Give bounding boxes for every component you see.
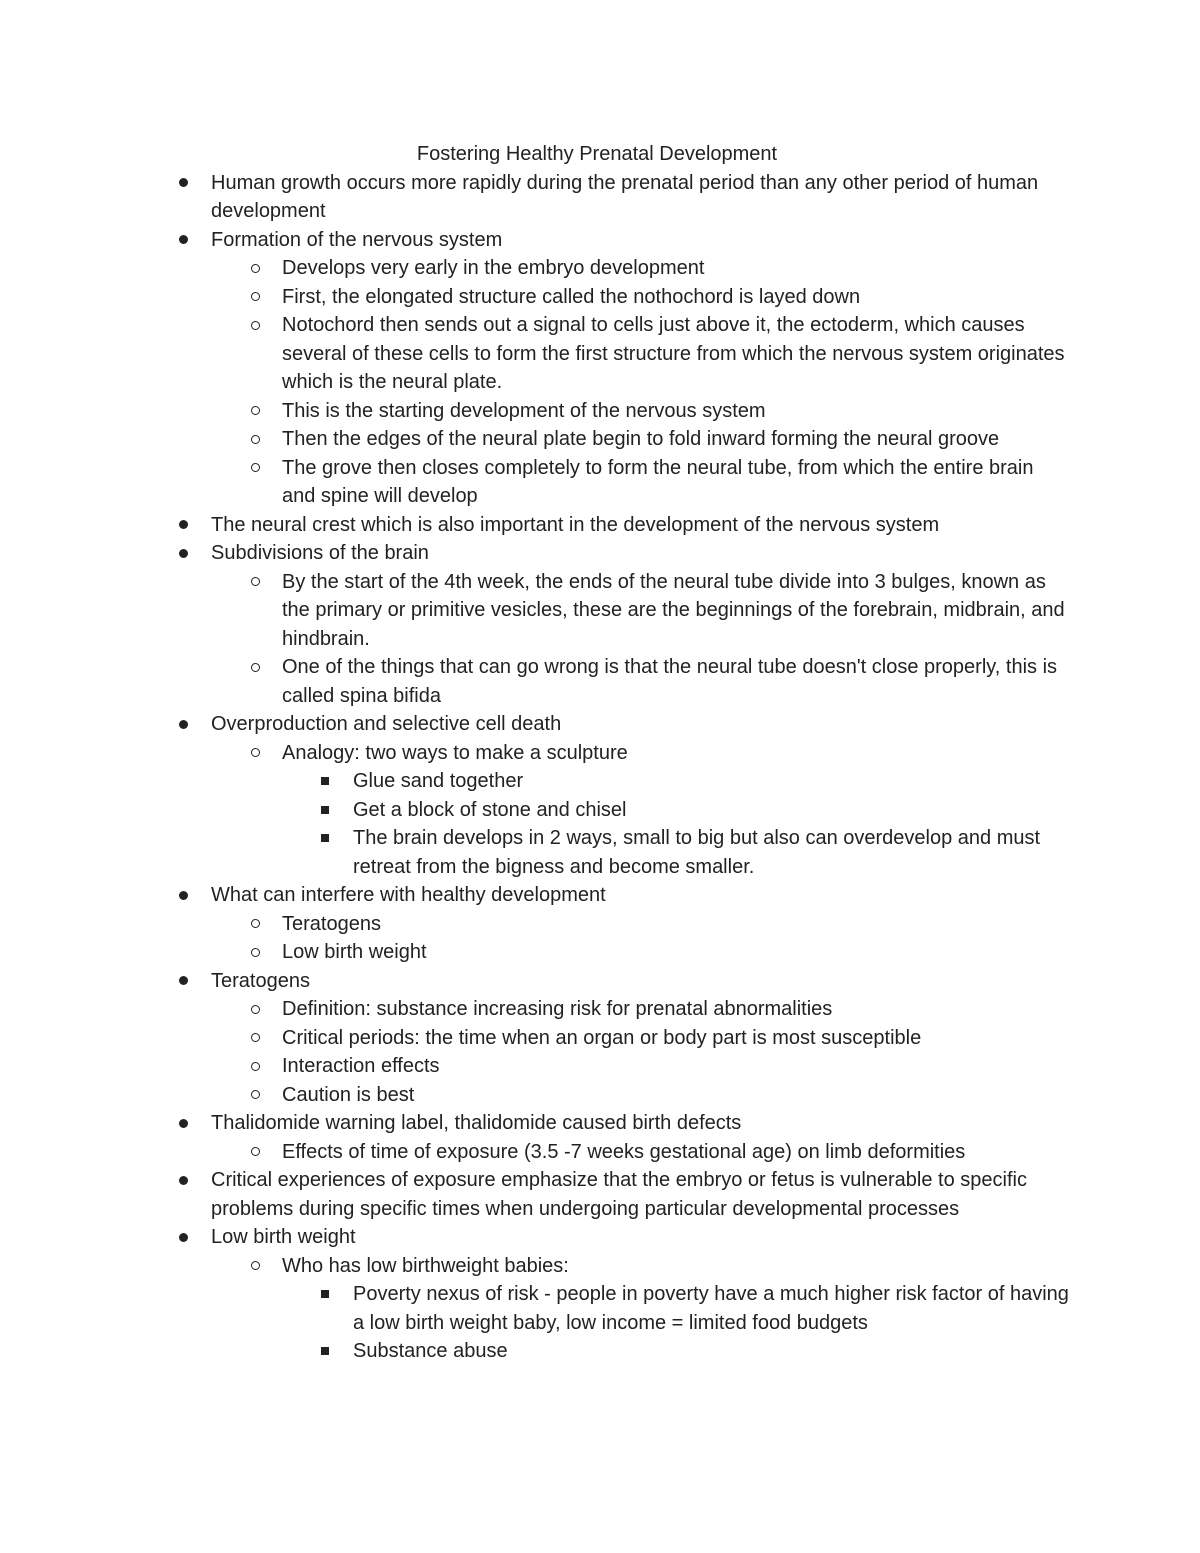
bullet-dot-icon bbox=[177, 511, 189, 540]
list-item bbox=[0, 1223, 1071, 1252]
list-item bbox=[0, 710, 1071, 739]
bullet-dot-icon bbox=[177, 1223, 189, 1252]
list-item bbox=[0, 539, 1071, 568]
list-item-text: Caution is best bbox=[282, 1083, 415, 1106]
list-item bbox=[0, 169, 1071, 226]
bullet-square-icon bbox=[319, 1280, 331, 1309]
list-item bbox=[0, 254, 1072, 283]
list-item-text: Formation of the nervous system bbox=[211, 228, 503, 251]
list-item-text: The grove then closes completely to form the neural tube, from which the entire brain and spine will develop bbox=[282, 456, 1034, 507]
list-item bbox=[0, 1052, 1072, 1081]
list-item bbox=[0, 739, 1072, 768]
list-item-text: Glue sand together bbox=[353, 770, 524, 792]
list-item-text: The neural crest which is also important in the development of the nervous system bbox=[211, 513, 940, 536]
list-item bbox=[0, 397, 1072, 426]
list-item bbox=[0, 824, 1073, 881]
list-item bbox=[0, 1337, 1073, 1366]
list-item-text: Poverty nexus of risk - people in poverty have a much higher risk factor of having a low birth weight baby, low income = limited food budgets bbox=[353, 1283, 1069, 1334]
bullet-dot-icon bbox=[177, 967, 189, 996]
list-item bbox=[0, 1109, 1071, 1138]
list-item-text: The brain develops in 2 ways, small to big but also can overdevelop and must retreat from the bigness and become smaller. bbox=[353, 827, 1041, 878]
list-item-text: Teratogens bbox=[211, 969, 310, 992]
bullet-circle-icon bbox=[249, 1081, 261, 1110]
list-item bbox=[0, 1024, 1072, 1053]
list-item-text: Subdivisions of the brain bbox=[211, 542, 429, 564]
bullet-circle-icon bbox=[249, 254, 261, 283]
list-item-text: Analogy: two ways to make a sculpture bbox=[282, 741, 628, 764]
list-item bbox=[0, 1280, 1073, 1337]
bullet-square-icon bbox=[319, 824, 331, 853]
list-item bbox=[0, 1252, 1072, 1281]
list-item bbox=[0, 1138, 1072, 1167]
list-item bbox=[0, 226, 1071, 255]
list-item bbox=[0, 311, 1072, 397]
bullet-circle-icon bbox=[249, 653, 261, 682]
bullet-circle-icon bbox=[249, 425, 261, 454]
bullet-square-icon bbox=[319, 767, 331, 796]
bullet-dot-icon bbox=[177, 1109, 189, 1138]
list-item-text: Notochord then sends out a signal to cells just above it, the ectoderm, which causes several of these cells to form the first structure from which the nervous system originates which is the neural plate. bbox=[282, 314, 1065, 393]
list-item bbox=[0, 568, 1072, 654]
notes-list bbox=[0, 169, 1200, 1366]
list-item bbox=[0, 767, 1073, 796]
bullet-dot-icon bbox=[177, 226, 189, 255]
list-item-text: First, the elongated structure called the nothochord is layed down bbox=[282, 285, 861, 308]
list-item bbox=[0, 1166, 1071, 1223]
bullet-dot-icon bbox=[177, 881, 189, 910]
list-item-text: Low birth weight bbox=[282, 941, 427, 963]
bullet-circle-icon bbox=[249, 1052, 261, 1081]
list-item-text: Teratogens bbox=[282, 912, 381, 935]
bullet-circle-icon bbox=[249, 283, 261, 312]
list-item-text: Get a block of stone and chisel bbox=[353, 798, 627, 821]
list-item-text: Substance abuse bbox=[353, 1340, 508, 1362]
list-item-text: Overproduction and selective cell death bbox=[211, 713, 562, 735]
bullet-circle-icon bbox=[249, 311, 261, 340]
list-item bbox=[0, 283, 1072, 312]
list-item bbox=[0, 1081, 1072, 1110]
list-item-text: Human growth occurs more rapidly during the prenatal period than any other period of human development bbox=[211, 171, 1039, 222]
list-item-text: Critical experiences of exposure emphasize that the embryo or fetus is vulnerable to specific problems during specific times when undergoing particular developmental processes bbox=[211, 1169, 1027, 1220]
list-item bbox=[0, 796, 1073, 825]
list-item-text: Critical periods: the time when an organ or body part is most susceptible bbox=[282, 1026, 922, 1049]
bullet-dot-icon bbox=[177, 710, 189, 739]
bullet-circle-icon bbox=[249, 397, 261, 426]
bullet-circle-icon bbox=[249, 995, 261, 1024]
list-item-text: Definition: substance increasing risk for prenatal abnormalities bbox=[282, 998, 833, 1020]
bullet-dot-icon bbox=[177, 539, 189, 568]
bullet-circle-icon bbox=[249, 454, 261, 483]
list-item bbox=[0, 938, 1072, 967]
list-item bbox=[0, 425, 1072, 454]
list-item bbox=[0, 653, 1072, 710]
bullet-circle-icon bbox=[249, 1138, 261, 1167]
bullet-circle-icon bbox=[249, 938, 261, 967]
bullet-dot-icon bbox=[177, 1166, 189, 1195]
document-title: Fostering Healthy Prenatal Development bbox=[416, 143, 778, 165]
bullet-circle-icon bbox=[249, 739, 261, 768]
bullet-square-icon bbox=[319, 1337, 331, 1366]
list-item-text: One of the things that can go wrong is that the neural tube doesn't close properly, this is called spina bifida bbox=[282, 656, 1058, 707]
list-item-text: Thalidomide warning label, thalidomide caused birth defects bbox=[211, 1112, 742, 1134]
list-item-text: Interaction effects bbox=[282, 1055, 440, 1077]
list-item bbox=[0, 967, 1071, 996]
bullet-dot-icon bbox=[177, 169, 189, 198]
list-item-text: Who has low birthweight babies: bbox=[282, 1254, 569, 1277]
list-item bbox=[0, 995, 1072, 1024]
bullet-square-icon bbox=[319, 796, 331, 825]
list-item-text: Then the edges of the neural plate begin to fold inward forming the neural groove bbox=[282, 428, 1000, 450]
list-item-text: Effects of time of exposure (3.5 -7 weeks gestational age) on limb deformities bbox=[282, 1140, 966, 1163]
bullet-circle-icon bbox=[249, 1024, 261, 1053]
list-item bbox=[0, 910, 1072, 939]
list-item bbox=[0, 881, 1071, 910]
bullet-circle-icon bbox=[249, 568, 261, 597]
list-item bbox=[0, 511, 1071, 540]
list-item-text: What can interfere with healthy development bbox=[211, 884, 606, 906]
bullet-circle-icon bbox=[249, 910, 261, 939]
list-item-text: By the start of the 4th week, the ends of the neural tube divide into 3 bulges, known as the primary or primitive vesicles, these are the beginnings of the forebrain, midbrain, and hindbrain. bbox=[282, 570, 1065, 650]
list-item-text: Develops very early in the embryo development bbox=[282, 257, 705, 279]
list-item-text: This is the starting development of the nervous system bbox=[282, 399, 766, 422]
list-item bbox=[0, 454, 1072, 511]
bullet-circle-icon bbox=[249, 1252, 261, 1281]
list-item-text: Low birth weight bbox=[211, 1226, 356, 1248]
